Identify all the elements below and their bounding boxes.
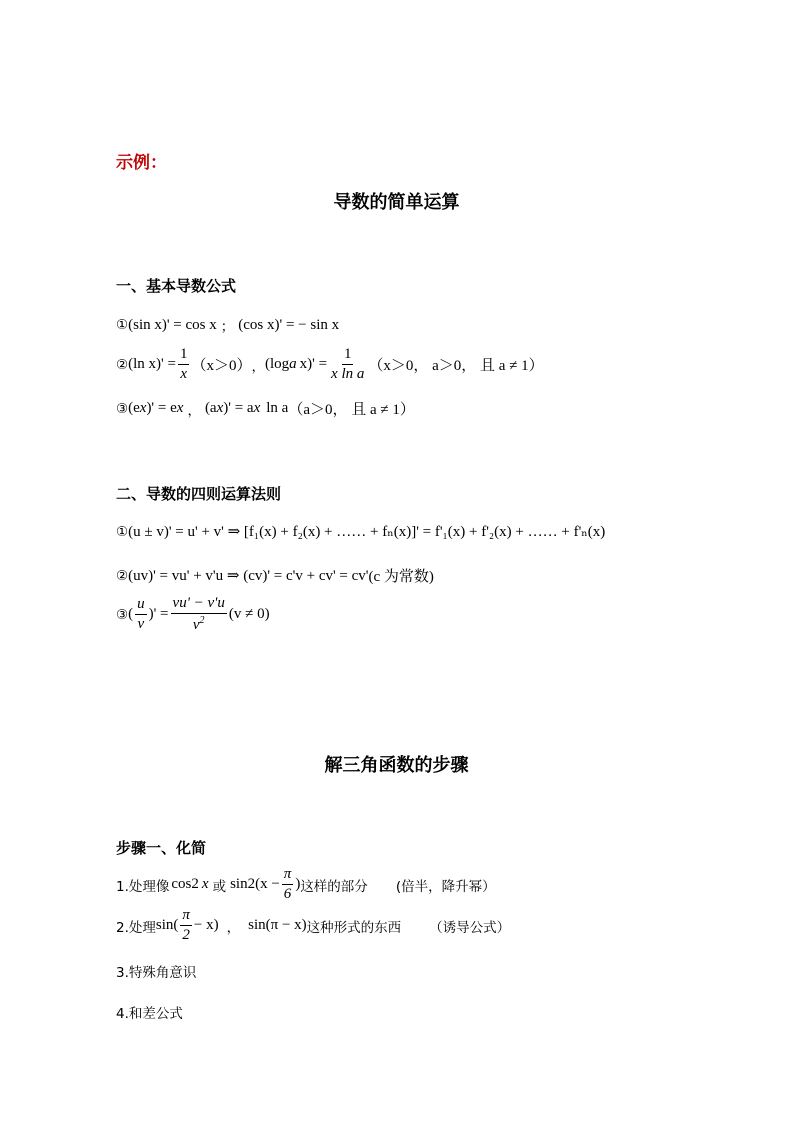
denominator: 2 [182,927,190,943]
section-title-derivatives: 导数的简单运算 [333,192,460,213]
condition: （x＞0） [191,358,252,374]
rule-2 [116,565,434,586]
rule-1 [116,522,605,541]
formula-number: ① [116,523,129,540]
formula-number: ③ [116,400,129,417]
numerator: u [135,597,147,615]
formula-text: )' = e [146,400,177,416]
fraction [180,908,192,943]
denominator: 6 [283,886,292,902]
condition: (v ≠ 0) [228,606,270,622]
formula-text: (u ± v)' = u' + v' ⇒ [f₁(x) + f₂(x) + …… + fₙ(x)]' = f'₁(x) + f'₂(x) + …… + f'ₙ(x) [128,524,606,540]
formula-text: (cos x)' = − sin x [238,316,340,333]
formula-3 [116,398,415,419]
heading-basic-formulas: 一、基本导数公式 [116,277,237,295]
denominator: v [137,616,145,632]
step-text: 这种形式的东西 [306,919,402,936]
formula-1 [116,315,339,335]
formula-text: (e [128,400,140,416]
exponent: x [216,400,224,416]
heading-step-one: 步骤一、化简 [116,839,207,857]
formula-text: (log [264,356,290,372]
step-note: (倍半，降升幂） [395,878,496,895]
exponent: 2 [191,876,199,892]
heading-arithmetic-rules: 二、导数的四则运算法则 [116,485,282,503]
numerator: vu' − v'u [171,596,227,614]
formula-number: ③ [116,606,129,623]
condition: (c 为常数) [368,569,434,585]
step-item-3: 3.特殊角意识 [116,965,197,981]
numerator: π [180,908,192,926]
numerator: 1 [342,347,354,365]
formula-number: ① [116,317,129,333]
log-base: a [289,356,297,372]
step-item-2 [116,908,510,943]
exponent: x [253,400,261,416]
formula-text: ( [128,606,134,622]
numerator: 1 [178,347,190,365]
step-note: （诱导公式） [429,919,511,936]
denominator: x ln a [331,366,365,382]
condition: （a＞0， 且 a ≠ 1） [288,402,415,418]
formula-text: − x) [193,917,219,933]
denominator: x [180,366,188,382]
exponent: 2 [247,876,256,892]
formula-text: (sin x)' = cos x [128,316,217,333]
fraction [171,596,227,633]
section-title-trig: 解三角函数的步骤 [324,755,469,776]
formula-text: x [201,876,209,892]
fraction [135,597,147,632]
fraction [329,347,366,382]
step-text: 2.处理 [116,919,156,936]
separator: ， [226,919,241,936]
separator: ， [187,402,201,419]
exponent: 2 [199,615,205,626]
rule-3 [116,596,270,633]
formula-number: ② [116,567,129,584]
fraction [282,867,294,902]
separator: ； [220,319,235,335]
formula-2 [116,347,544,382]
formula-text: x)' = [299,356,328,372]
fraction [178,347,190,382]
step-text: 或 [212,878,227,895]
formula-text: (ln x)' = [128,356,176,372]
formula-text: sin [230,876,248,892]
step-item-1 [116,867,496,902]
formula-text: cos [171,876,192,892]
formula-text: ) [295,876,301,892]
formula-text: (a [204,400,217,416]
denominator [191,614,207,633]
formula-text: ln a [266,400,289,416]
formula-text: (x − [255,876,280,892]
step-text: 1.处理像 [116,878,170,895]
formula-text: sin( [155,917,179,933]
step-text: 这样的部分 [300,878,368,895]
formula-text: )' = [148,606,169,622]
formula-text: )' = a [223,400,254,416]
numerator: π [282,867,294,885]
exponent: x [176,400,184,416]
condition: （x＞0， a＞0， 且 a ≠ 1） [368,358,544,374]
separator: ， [251,358,265,375]
formula-text: (uv)' = vu' + v'u ⇒ (cv)' = c'v + cv' = cv' [128,568,369,584]
formula-text: sin(π − x) [248,917,307,933]
step-item-4: 4.和差公式 [116,1006,183,1022]
exponent: x [139,400,147,416]
formula-number: ② [116,356,129,373]
denominator-base: v [192,617,200,633]
example-label: 示例： [116,153,167,173]
